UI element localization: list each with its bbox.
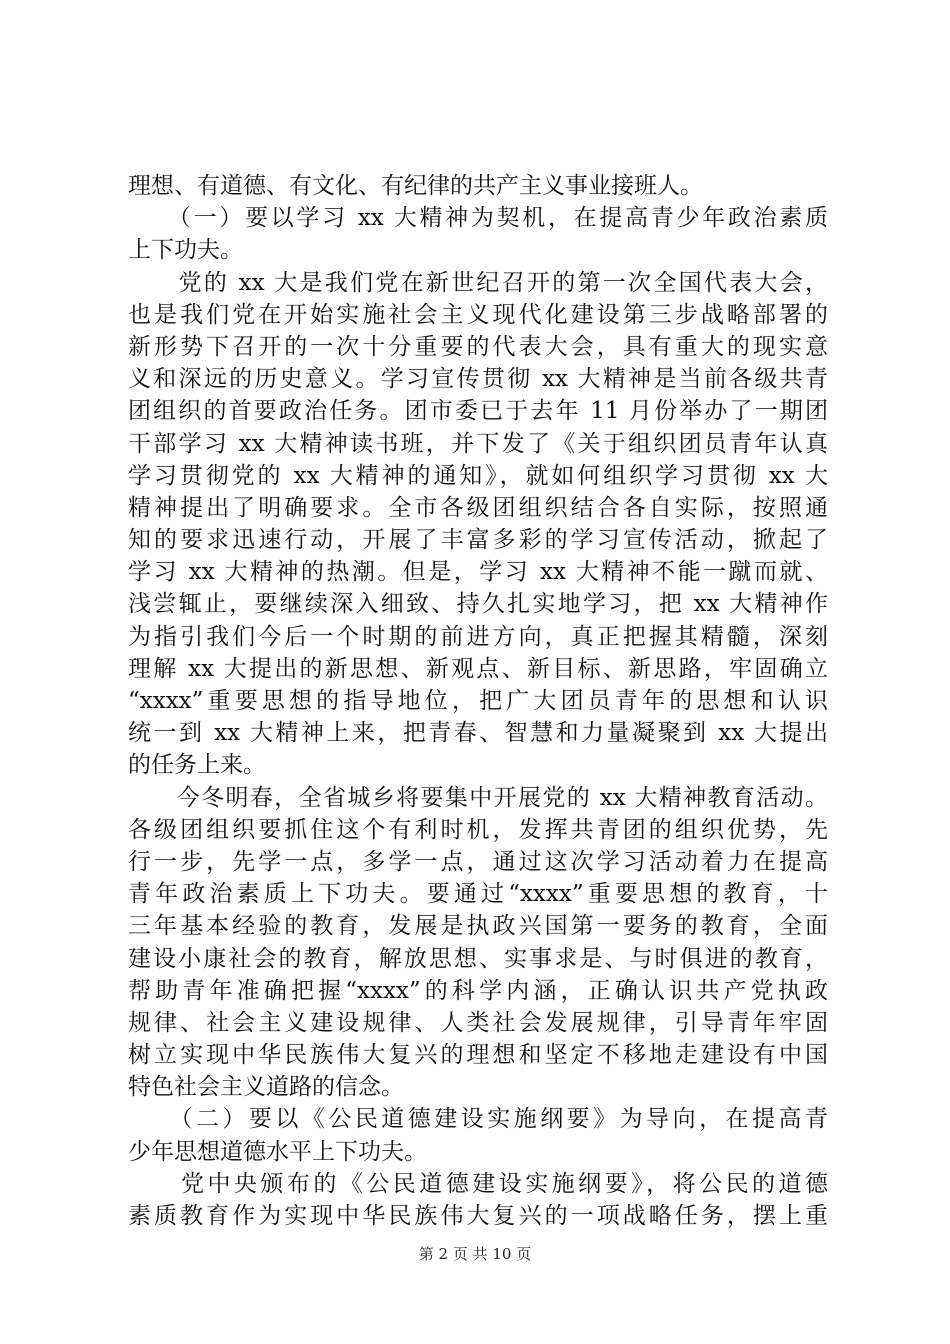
text-line: “xxxx”重要思想的指导地位，把广大团员青年的思想和认识 xyxy=(128,688,828,714)
text-line: 党中央颁布的《公民道德建设实施纲要》，将公民的道德 xyxy=(128,1170,828,1197)
text-line: 素质教育作为实现中华民族伟大复兴的一项战略任务，摆上重 xyxy=(128,1203,828,1229)
text-line: 义和深远的历史意义。学习宣传贯彻 xx 大精神是当前各级共青 xyxy=(128,366,828,393)
text-line: （二）要以《公民道德建设实施纲要》为导向，在提高青 xyxy=(128,1106,828,1133)
text-line: 青年政治素质上下功夫。要通过“xxxx”重要思想的教育，十 xyxy=(128,881,828,908)
page-footer: 第 2 页 共 10 页 xyxy=(418,1245,532,1263)
text-line: 建设小康社会的教育，解放思想、实事求是、与时俱进的教育， xyxy=(128,945,828,972)
text-line: 规律、社会主义建设规律、人类社会发展规律，引导青年牢固 xyxy=(128,1009,828,1036)
text-line: 精神提出了明确要求。全市各级团组织结合各自实际，按照通 xyxy=(128,494,828,521)
text-line: 特色社会主义道路的信念。 xyxy=(128,1074,404,1101)
text-line: 各级团组织要抓住这个有利时机，发挥共青团的组织优势，先 xyxy=(128,816,828,843)
text-line: （一）要以学习 xx 大精神为契机，在提高青少年政治素质 xyxy=(128,205,828,232)
text-line: 干部学习 xx 大精神读书班，并下发了《关于组织团员青年认真 xyxy=(128,430,828,457)
text-line: 的任务上来。 xyxy=(128,752,266,779)
text-line: 树立实现中华民族伟大复兴的理想和坚定不移地走建设有中国 xyxy=(128,1042,828,1069)
text-line: 浅尝辄止，要继续深入细致、持久扎实地学习，把 xx 大精神作 xyxy=(128,591,828,618)
text-line: 行一步，先学一点，多学一点，通过这次学习活动着力在提高 xyxy=(128,848,828,875)
text-line: 学习贯彻党的 xx 大精神的通知》，就如何组织学习贯彻 xx 大 xyxy=(128,462,828,489)
text-line: 知的要求迅速行动，开展了丰富多彩的学习宣传活动，掀起了 xyxy=(128,527,828,554)
text-line: 团组织的首要政治任务。团市委已于去年 11 月份举办了一期团 xyxy=(128,398,828,425)
text-line: 三年基本经验的教育，发展是执政兴国第一要务的教育，全面 xyxy=(128,913,828,940)
text-line: 新形势下召开的一次十分重要的代表大会，具有重大的现实意 xyxy=(128,333,828,360)
text-line: 为指引我们今后一个时期的前进方向，真正把握其精髓，深刻 xyxy=(128,623,828,650)
text-line: 帮助青年准确把握“xxxx”的科学内涵，正确认识共产党执政 xyxy=(128,977,828,1004)
text-line: 学习 xx 大精神的热潮。但是，学习 xx 大精神不能一蹴而就、 xyxy=(128,559,828,586)
text-line: 理解 xx 大提出的新思想、新观点、新目标、新思路，牢固确立 xyxy=(128,655,828,682)
text-line: 今冬明春，全省城乡将要集中开展党的 xx 大精神教育活动。 xyxy=(128,784,828,811)
text-line: 党的 xx 大是我们党在新世纪召开的第一次全国代表大会， xyxy=(128,269,828,296)
text-line: 理想、有道德、有文化、有纪律的共产主义事业接班人。 xyxy=(128,173,703,199)
text-line: 统一到 xx 大精神上来，把青春、智慧和力量凝聚到 xx 大提出 xyxy=(128,720,828,747)
document-body xyxy=(128,170,828,1232)
text-line: 少年思想道德水平上下功夫。 xyxy=(128,1138,427,1165)
text-line: 也是我们党在开始实施社会主义现代化建设第三步战略部署的 xyxy=(128,301,828,328)
text-line: 上下功夫。 xyxy=(128,237,243,264)
